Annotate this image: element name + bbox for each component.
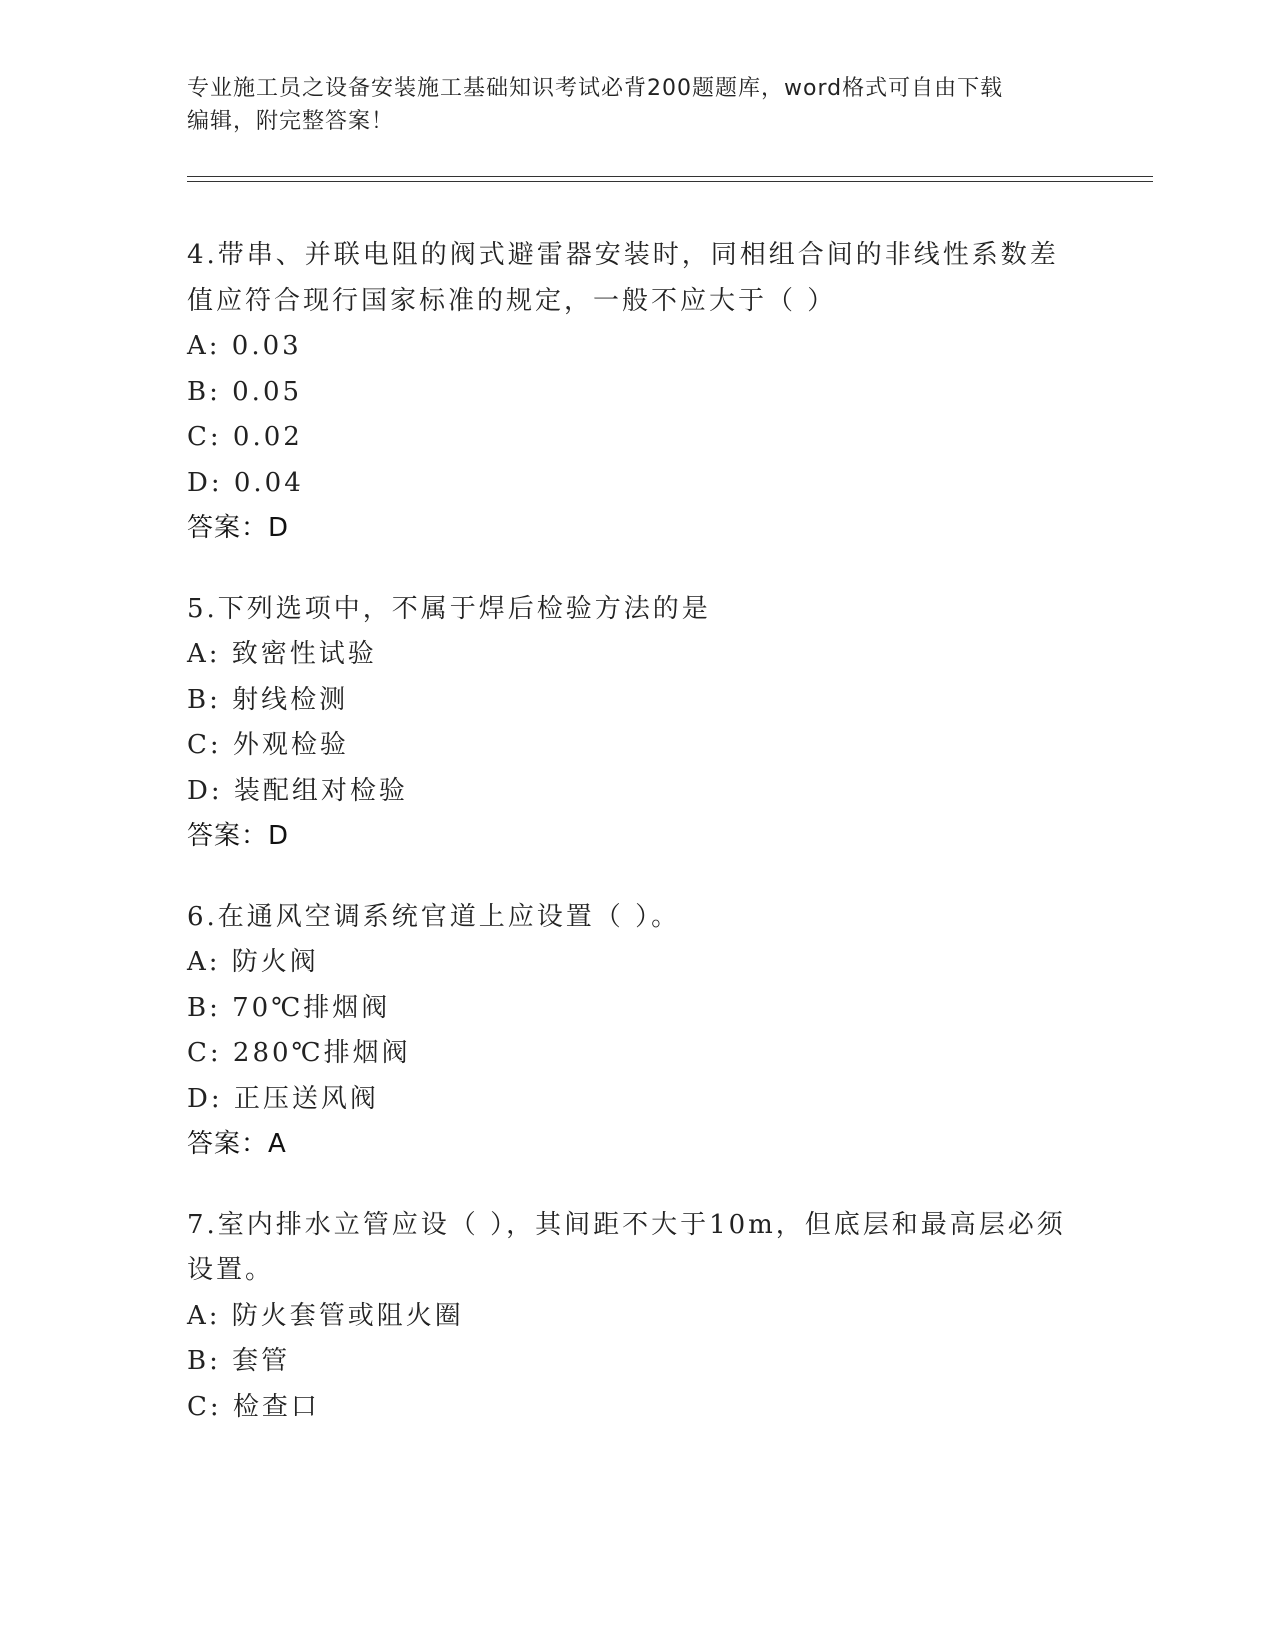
- option-d: D: 装配组对检验: [187, 775, 408, 806]
- option-c: C: 280℃排烟阀: [187, 1038, 411, 1068]
- header-divider-bottom: [187, 181, 1153, 182]
- option-d: D: 正压送风阀: [187, 1083, 379, 1114]
- question-item: [187, 1203, 1067, 1431]
- document-header: [187, 72, 1067, 138]
- answer-line: 答案：D: [187, 821, 290, 851]
- option-a: A: 0.03: [187, 331, 302, 361]
- question-stem-line: 4.带串、并联电阻的阀式避雷器安装时，同相组合间的非线性系数差: [187, 240, 1059, 270]
- question-stem-line: 值应符合现行国家标准的规定，一般不应大于（ ）: [187, 285, 837, 316]
- question-item: [187, 233, 1067, 552]
- option-a: A: 致密性试验: [187, 639, 377, 669]
- option-b: B: 0.05: [187, 376, 303, 407]
- question-item: [187, 587, 1067, 860]
- question-list: [187, 233, 1067, 1465]
- question-stem-line: 设置。: [187, 1255, 275, 1285]
- header-divider-top: [187, 176, 1153, 177]
- option-d: D: 0.04: [187, 467, 304, 498]
- option-c: C: 检查口: [187, 1391, 320, 1422]
- answer-line: 答案：D: [187, 513, 290, 543]
- question-item: [187, 895, 1067, 1168]
- option-b: B: 射线检测: [187, 684, 349, 715]
- option-a: A: 防火阀: [187, 947, 319, 977]
- option-c: C: 0.02: [187, 422, 303, 452]
- option-c: C: 外观检验: [187, 730, 349, 760]
- header-line-1: 专业施工员之设备安装施工基础知识考试必背200题题库，word格式可自由下载: [187, 76, 1004, 101]
- header-line-2: 编辑，附完整答案！: [187, 109, 395, 134]
- option-a: A: 防火套管或阻火圈: [187, 1300, 464, 1331]
- question-stem-line: 7.室内排水立管应设（ ），其间距不大于10m，但底层和最高层必须: [187, 1209, 1066, 1240]
- option-b: B: 套管: [187, 1346, 291, 1376]
- answer-line: 答案：A: [187, 1129, 287, 1159]
- question-stem-line: 6.在通风空调系统官道上应设置（ ）。: [187, 901, 681, 932]
- question-stem-line: 5.下列选项中，不属于焊后检验方法的是: [187, 593, 711, 624]
- option-b: B: 70℃排烟阀: [187, 992, 391, 1023]
